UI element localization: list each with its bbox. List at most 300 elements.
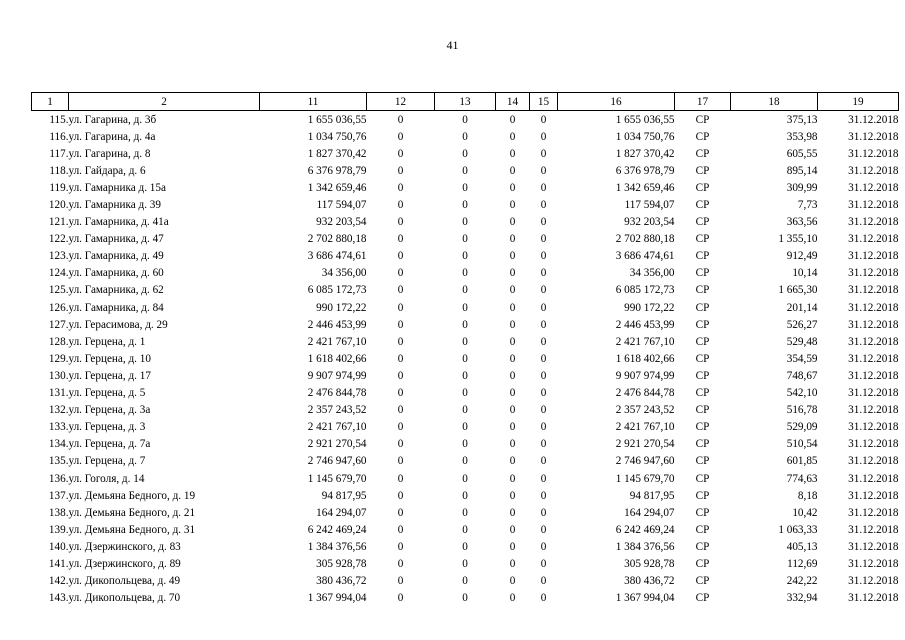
code-col17-cell: СР — [695, 404, 710, 417]
value-col15-cell: 0 — [540, 575, 547, 588]
amount-col11-cell: 990 172,22 — [316, 301, 367, 314]
value-col15-cell: 0 — [540, 181, 547, 194]
table-row — [32, 573, 899, 590]
date-cell: 31.12.2018 — [848, 267, 899, 280]
value-col14-cell: 0 — [509, 592, 516, 605]
address-cell: ул. Гагарина, д. 4а — [68, 130, 156, 143]
amount-col16-cell: 380 436,72 — [624, 575, 675, 588]
address-cell: ул. Герасимова, д. 29 — [68, 318, 168, 331]
table-row — [32, 436, 899, 453]
value-col13-cell: 0 — [462, 438, 468, 451]
amount-col16-cell: 117 594,07 — [624, 199, 675, 212]
value-col14-cell: 0 — [509, 557, 516, 570]
address-cell: ул. Гамарника д. 39 — [68, 199, 161, 212]
amount-col16-cell: 3 686 474,61 — [615, 250, 675, 263]
amount-col11-cell: 3 686 474,61 — [307, 250, 367, 263]
code-col17-cell: СР — [695, 301, 710, 314]
value-col13-cell: 0 — [462, 592, 468, 605]
amount-col11-cell: 2 357 243,52 — [307, 404, 367, 417]
amount-col11-cell: 1 655 036,55 — [307, 113, 367, 126]
row-number: 119. — [49, 181, 69, 194]
column-header: 11 — [260, 93, 367, 111]
code-col17-cell: СР — [695, 267, 710, 280]
row-number: 132. — [48, 404, 69, 417]
value-col18-cell: 405,13 — [786, 540, 818, 553]
value-col14-cell: 0 — [509, 267, 516, 280]
value-col14-cell: 0 — [509, 147, 516, 160]
table-row — [32, 179, 899, 196]
column-header: 13 — [435, 93, 496, 111]
table-row — [32, 538, 899, 555]
value-col12-cell: 0 — [397, 489, 404, 502]
row-number: 143. — [48, 592, 69, 605]
row-number: 122. — [48, 233, 69, 246]
column-header: 16 — [558, 93, 675, 111]
amount-col16-cell: 1 342 659,46 — [615, 181, 675, 194]
code-col17-cell: СР — [695, 369, 710, 382]
value-col12-cell: 0 — [397, 369, 404, 382]
amount-col11-cell: 117 594,07 — [316, 199, 367, 212]
table-row — [32, 504, 899, 521]
value-col13-cell: 0 — [462, 540, 468, 553]
value-col14-cell: 0 — [509, 506, 516, 519]
table-row — [32, 196, 899, 213]
date-cell: 31.12.2018 — [848, 540, 899, 553]
value-col14-cell: 0 — [509, 575, 516, 588]
date-cell: 31.12.2018 — [848, 352, 899, 365]
value-col13-cell: 0 — [462, 489, 468, 502]
address-cell: ул. Герцена, д. 3а — [68, 404, 151, 417]
value-col15-cell: 0 — [540, 369, 547, 382]
value-col14-cell: 0 — [509, 489, 516, 502]
value-col18-cell: 10,42 — [792, 506, 818, 519]
value-col14-cell: 0 — [509, 284, 516, 297]
amount-col16-cell: 1 384 376,56 — [615, 540, 675, 553]
value-col18-cell: 375,13 — [786, 113, 818, 126]
table-row — [32, 590, 899, 607]
amount-col11-cell: 1 827 370,42 — [307, 147, 367, 160]
value-col14-cell: 0 — [509, 130, 516, 143]
value-col12-cell: 0 — [397, 130, 404, 143]
row-number: 140. — [48, 540, 69, 553]
table-row — [32, 231, 899, 248]
value-col13-cell: 0 — [462, 164, 468, 177]
value-col13-cell: 0 — [462, 472, 468, 485]
value-col13-cell: 0 — [462, 318, 468, 331]
value-col12-cell: 0 — [397, 438, 404, 451]
value-col13-cell: 0 — [462, 404, 468, 417]
value-col13-cell: 0 — [462, 335, 468, 348]
table-row — [32, 316, 899, 333]
table-row — [32, 350, 899, 367]
code-col17-cell: СР — [695, 540, 710, 553]
value-col15-cell: 0 — [540, 301, 547, 314]
address-cell: ул. Гамарника, д. 62 — [68, 284, 164, 297]
table-row — [32, 111, 899, 129]
value-col18-cell: 242,22 — [786, 575, 818, 588]
value-col18-cell: 10,14 — [792, 267, 818, 280]
table-body — [32, 111, 899, 607]
table-row — [32, 145, 899, 162]
value-col12-cell: 0 — [397, 472, 404, 485]
value-col18-cell: 353,98 — [786, 130, 818, 143]
table-row — [32, 128, 899, 145]
amount-col11-cell: 305 928,78 — [316, 557, 367, 570]
code-col17-cell: СР — [695, 557, 710, 570]
value-col13-cell: 0 — [462, 506, 468, 519]
value-col18-cell: 7,73 — [797, 199, 818, 212]
address-cell: ул. Герцена, д. 7 — [68, 455, 146, 468]
code-col17-cell: СР — [695, 472, 710, 485]
value-col15-cell: 0 — [540, 130, 547, 143]
value-col18-cell: 912,49 — [786, 250, 818, 263]
value-col18-cell: 201,14 — [786, 301, 818, 314]
value-col14-cell: 0 — [509, 233, 516, 246]
date-cell: 31.12.2018 — [848, 489, 899, 502]
value-col18-cell: 895,14 — [786, 164, 818, 177]
value-col14-cell: 0 — [509, 352, 516, 365]
value-col13-cell: 0 — [462, 284, 468, 297]
amount-col11-cell: 1 342 659,46 — [307, 181, 367, 194]
value-col12-cell: 0 — [397, 147, 404, 160]
value-col12-cell: 0 — [397, 455, 404, 468]
value-col15-cell: 0 — [540, 250, 547, 263]
code-col17-cell: СР — [695, 592, 710, 605]
date-cell: 31.12.2018 — [848, 250, 899, 263]
amount-col11-cell: 2 476 844,78 — [307, 387, 367, 400]
value-col12-cell: 0 — [397, 404, 404, 417]
amount-col16-cell: 6 242 469,24 — [615, 523, 675, 536]
value-col14-cell: 0 — [509, 335, 516, 348]
value-col15-cell: 0 — [540, 199, 547, 212]
value-col12-cell: 0 — [397, 284, 404, 297]
address-cell: ул. Гамарника, д. 47 — [68, 233, 164, 246]
date-cell: 31.12.2018 — [848, 233, 899, 246]
amount-col16-cell: 2 702 880,18 — [615, 233, 675, 246]
column-header: 18 — [731, 93, 818, 111]
table-row — [32, 162, 899, 179]
table-row — [32, 265, 899, 282]
address-cell: ул. Дзержинского, д. 83 — [68, 540, 181, 553]
value-col12-cell: 0 — [397, 592, 404, 605]
amount-col16-cell: 2 357 243,52 — [615, 404, 675, 417]
amount-col11-cell: 1 367 994,04 — [307, 592, 367, 605]
code-col17-cell: СР — [695, 284, 710, 297]
value-col18-cell: 1 355,10 — [778, 233, 818, 246]
amount-col11-cell: 2 421 767,10 — [307, 421, 367, 434]
row-number: 137. — [48, 489, 69, 502]
row-number: 129. — [48, 352, 69, 365]
row-number: 128. — [48, 335, 69, 348]
address-cell: ул. Гамарника, д. 84 — [68, 301, 164, 314]
value-col18-cell: 529,09 — [786, 421, 818, 434]
value-col18-cell: 516,78 — [786, 404, 818, 417]
value-col12-cell: 0 — [397, 164, 404, 177]
value-col12-cell: 0 — [397, 421, 404, 434]
date-cell: 31.12.2018 — [848, 216, 899, 229]
date-cell: 31.12.2018 — [848, 284, 899, 297]
address-cell: ул. Гамарника д. 15а — [68, 181, 166, 194]
table-row — [32, 248, 899, 265]
row-number: 138. — [48, 506, 69, 519]
value-col13-cell: 0 — [462, 301, 468, 314]
value-col14-cell: 0 — [509, 199, 516, 212]
row-number: 115. — [49, 113, 69, 126]
code-col17-cell: СР — [695, 181, 710, 194]
value-col14-cell: 0 — [509, 318, 516, 331]
row-number: 136. — [48, 472, 69, 485]
amount-col11-cell: 932 203,54 — [316, 216, 367, 229]
value-col13-cell: 0 — [462, 216, 468, 229]
value-col13-cell: 0 — [462, 557, 468, 570]
row-number: 139. — [48, 523, 69, 536]
amount-col16-cell: 2 421 767,10 — [615, 335, 675, 348]
row-number: 134. — [48, 438, 69, 451]
value-col14-cell: 0 — [509, 455, 516, 468]
value-col12-cell: 0 — [397, 199, 404, 212]
row-number: 131. — [48, 387, 69, 400]
amount-col11-cell: 9 907 974,99 — [307, 369, 367, 382]
column-header: 2 — [69, 93, 260, 111]
amount-col16-cell: 2 446 453,99 — [615, 318, 675, 331]
row-number: 123. — [48, 250, 69, 263]
table-row — [32, 367, 899, 384]
value-col14-cell: 0 — [509, 164, 516, 177]
value-col14-cell: 0 — [509, 438, 516, 451]
value-col15-cell: 0 — [540, 335, 547, 348]
value-col12-cell: 0 — [397, 540, 404, 553]
code-col17-cell: СР — [695, 130, 710, 143]
table-row — [32, 282, 899, 299]
value-col18-cell: 332,94 — [786, 592, 818, 605]
column-header: 15 — [530, 93, 558, 111]
value-col15-cell: 0 — [540, 164, 547, 177]
value-col18-cell: 748,67 — [786, 369, 818, 382]
value-col13-cell: 0 — [462, 147, 468, 160]
date-cell: 31.12.2018 — [848, 421, 899, 434]
value-col15-cell: 0 — [540, 455, 547, 468]
value-col13-cell: 0 — [462, 113, 468, 126]
amount-col11-cell: 2 702 880,18 — [307, 233, 367, 246]
amount-col16-cell: 2 746 947,60 — [615, 455, 675, 468]
row-number: 124. — [48, 267, 69, 280]
value-col14-cell: 0 — [509, 421, 516, 434]
row-number: 117. — [49, 147, 69, 160]
amount-col11-cell: 380 436,72 — [316, 575, 367, 588]
value-col15-cell: 0 — [540, 387, 547, 400]
value-col15-cell: 0 — [540, 472, 547, 485]
address-cell: ул. Герцена, д. 17 — [68, 369, 151, 382]
value-col13-cell: 0 — [462, 267, 468, 280]
value-col18-cell: 1 665,30 — [778, 284, 818, 297]
amount-col16-cell: 1 655 036,55 — [615, 113, 675, 126]
column-header: 1 — [32, 93, 69, 111]
value-col14-cell: 0 — [509, 540, 516, 553]
value-col12-cell: 0 — [397, 250, 404, 263]
date-cell: 31.12.2018 — [848, 181, 899, 194]
value-col13-cell: 0 — [462, 352, 468, 365]
value-col15-cell: 0 — [540, 352, 547, 365]
row-number: 130. — [48, 369, 69, 382]
amount-col16-cell: 9 907 974,99 — [615, 369, 675, 382]
column-header: 17 — [675, 93, 731, 111]
row-number: 127. — [48, 318, 69, 331]
value-col15-cell: 0 — [540, 147, 547, 160]
address-cell: ул. Демьяна Бедного, д. 21 — [68, 506, 196, 519]
value-col14-cell: 0 — [509, 113, 516, 126]
date-cell: 31.12.2018 — [848, 147, 899, 160]
address-cell: ул. Герцена, д. 3 — [68, 421, 146, 434]
value-col13-cell: 0 — [462, 455, 468, 468]
value-col13-cell: 0 — [462, 387, 468, 400]
value-col12-cell: 0 — [397, 216, 404, 229]
value-col14-cell: 0 — [509, 250, 516, 263]
code-col17-cell: СР — [695, 233, 710, 246]
date-cell: 31.12.2018 — [848, 472, 899, 485]
date-cell: 31.12.2018 — [848, 455, 899, 468]
value-col12-cell: 0 — [397, 387, 404, 400]
row-number: 133. — [48, 421, 69, 434]
address-cell: ул. Гамарника, д. 60 — [68, 267, 164, 280]
code-col17-cell: СР — [695, 352, 710, 365]
table-row — [32, 521, 899, 538]
column-header: 19 — [818, 93, 899, 111]
address-cell: ул. Дикопольцева, д. 70 — [68, 592, 181, 605]
column-header: 14 — [496, 93, 530, 111]
address-cell: ул. Демьяна Бедного, д. 31 — [68, 523, 196, 536]
date-cell: 31.12.2018 — [848, 369, 899, 382]
table-row — [32, 419, 899, 436]
row-number: 125. — [48, 284, 69, 297]
value-col12-cell: 0 — [397, 557, 404, 570]
row-number: 120. — [48, 199, 69, 212]
value-col18-cell: 8,18 — [797, 489, 818, 502]
table-row — [32, 214, 899, 231]
value-col15-cell: 0 — [540, 113, 547, 126]
amount-col16-cell: 932 203,54 — [624, 216, 675, 229]
value-col14-cell: 0 — [509, 301, 516, 314]
address-cell: ул. Дикопольцева, д. 49 — [68, 575, 181, 588]
value-col15-cell: 0 — [540, 404, 547, 417]
code-col17-cell: СР — [695, 489, 710, 502]
amount-col16-cell: 1 034 750,76 — [615, 130, 675, 143]
page-number: 41 — [446, 38, 459, 52]
amount-col16-cell: 94 817,95 — [629, 489, 675, 502]
value-col18-cell: 309,99 — [786, 181, 818, 194]
code-col17-cell: СР — [695, 250, 710, 263]
value-col18-cell: 1 063,33 — [778, 523, 818, 536]
value-col15-cell: 0 — [540, 557, 547, 570]
amount-col16-cell: 1 145 679,70 — [615, 472, 675, 485]
row-number: 118. — [49, 164, 69, 177]
date-cell: 31.12.2018 — [848, 199, 899, 212]
date-cell: 31.12.2018 — [848, 506, 899, 519]
amount-col16-cell: 1 827 370,42 — [615, 147, 675, 160]
code-col17-cell: СР — [695, 164, 710, 177]
address-cell: ул. Гамарника, д. 49 — [68, 250, 164, 263]
value-col12-cell: 0 — [397, 318, 404, 331]
table-row — [32, 385, 899, 402]
value-col12-cell: 0 — [397, 267, 404, 280]
value-col12-cell: 0 — [397, 113, 404, 126]
code-col17-cell: СР — [695, 113, 710, 126]
value-col14-cell: 0 — [509, 216, 516, 229]
amount-col11-cell: 164 294,07 — [316, 506, 367, 519]
code-col17-cell: СР — [695, 523, 710, 536]
table-row — [32, 333, 899, 350]
value-col12-cell: 0 — [397, 335, 404, 348]
table-row — [32, 487, 899, 504]
value-col14-cell: 0 — [509, 472, 516, 485]
table-row — [32, 555, 899, 572]
table-row — [32, 402, 899, 419]
value-col18-cell: 363,56 — [786, 216, 818, 229]
value-col15-cell: 0 — [540, 216, 547, 229]
value-col13-cell: 0 — [462, 181, 468, 194]
row-number: 126. — [48, 301, 69, 314]
value-col13-cell: 0 — [462, 130, 468, 143]
amount-col16-cell: 6 085 172,73 — [615, 284, 675, 297]
row-number: 135. — [48, 455, 69, 468]
address-cell: ул. Герцена, д. 10 — [68, 352, 151, 365]
value-col14-cell: 0 — [509, 404, 516, 417]
amount-col11-cell: 1 618 402,66 — [307, 352, 367, 365]
code-col17-cell: СР — [695, 506, 710, 519]
amount-col16-cell: 164 294,07 — [624, 506, 675, 519]
value-col12-cell: 0 — [397, 575, 404, 588]
value-col12-cell: 0 — [397, 301, 404, 314]
date-cell: 31.12.2018 — [848, 164, 899, 177]
amount-col16-cell: 305 928,78 — [624, 557, 675, 570]
amount-col11-cell: 34 356,00 — [321, 267, 367, 280]
value-col15-cell: 0 — [540, 267, 547, 280]
value-col13-cell: 0 — [462, 421, 468, 434]
code-col17-cell: СР — [695, 438, 710, 451]
code-col17-cell: СР — [695, 455, 710, 468]
date-cell: 31.12.2018 — [848, 318, 899, 331]
code-col17-cell: СР — [695, 199, 710, 212]
row-number: 121. — [48, 216, 69, 229]
value-col15-cell: 0 — [540, 540, 547, 553]
address-cell: ул. Гоголя, д. 14 — [68, 472, 145, 485]
value-col18-cell: 354,59 — [786, 352, 818, 365]
table-row — [32, 299, 899, 316]
amount-col11-cell: 2 921 270,54 — [307, 438, 367, 451]
value-col12-cell: 0 — [397, 352, 404, 365]
address-cell: ул. Гайдара, д. 6 — [68, 164, 146, 177]
amount-col11-cell: 6 376 978,79 — [307, 164, 367, 177]
amount-col16-cell: 6 376 978,79 — [615, 164, 675, 177]
value-col15-cell: 0 — [540, 284, 547, 297]
amount-col11-cell: 94 817,95 — [321, 489, 367, 502]
code-col17-cell: СР — [695, 216, 710, 229]
date-cell: 31.12.2018 — [848, 387, 899, 400]
date-cell: 31.12.2018 — [848, 575, 899, 588]
value-col18-cell: 526,27 — [786, 318, 818, 331]
amount-col16-cell: 2 476 844,78 — [615, 387, 675, 400]
amount-col11-cell: 6 085 172,73 — [307, 284, 367, 297]
date-cell: 31.12.2018 — [848, 130, 899, 143]
code-col17-cell: СР — [695, 335, 710, 348]
value-col12-cell: 0 — [397, 181, 404, 194]
amount-col11-cell: 1 384 376,56 — [307, 540, 367, 553]
address-cell: ул. Гамарника, д. 41а — [68, 216, 169, 229]
value-col13-cell: 0 — [462, 233, 468, 246]
value-col18-cell: 112,69 — [787, 557, 818, 570]
amount-col11-cell: 1 034 750,76 — [307, 130, 367, 143]
column-header: 12 — [367, 93, 435, 111]
data-table — [31, 92, 899, 607]
